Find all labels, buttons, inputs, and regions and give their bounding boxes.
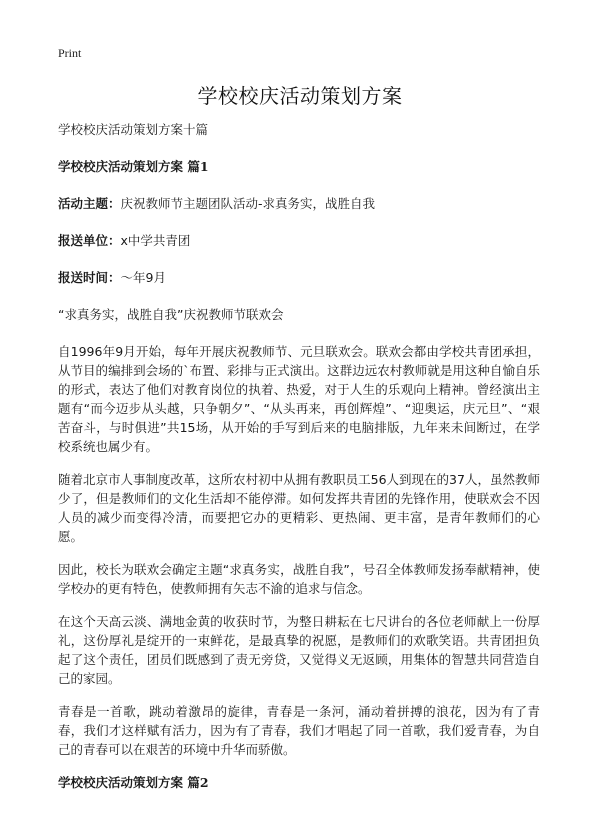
paragraph: 自1996年9月开始，每年开展庆祝教师节、元旦联欢会。联欢会都由学校共青团承担，从节目的编排到会场的`布置、彩排与正式演出。这群边远农村教师就是用这种自愉自乐的形式，表达了他们对教育岗位的执着、热爱，对于人生的乐观向上精神。曾经演出主题有“而今迈步从头越，只争朝夕”、“从头再来，再创辉煌”、“迎奥运，庆元旦”、“艰苦奋斗，与时俱进”共15场，从开始的手写到后来的电脑排版，九年来未间断过，在学校系统也属少有。 bbox=[58, 344, 540, 454]
field-value: x中学共青团 bbox=[120, 233, 191, 248]
document-body bbox=[58, 120, 540, 810]
section-heading-2: 学校校庆活动策划方案 篇2 bbox=[58, 775, 209, 790]
field-value: 庆祝教师节主题团队活动-求真务实，战胜自我 bbox=[120, 196, 376, 211]
document-title: 学校校庆活动策划方案 bbox=[197, 84, 403, 108]
field-value: ～年9月 bbox=[120, 270, 166, 285]
section-heading-1: 学校校庆活动策划方案 篇1 bbox=[58, 159, 209, 174]
paragraph: 因此，校长为联欢会确定主题“求真务实，战胜自我”，号召全体教师发扬奉献精神，使学校办的更有特色，使教师拥有矢志不渝的追求与信念。 bbox=[58, 562, 540, 596]
paragraph: 随着北京市人事制度改革，这所农村初中从拥有教职员工56人到现在的37人，虽然教师少了，但是教师们的文化生活却不能停滞。如何发挥共青团的先锋作用，使联欢会不因人员的减少而变得冷清，而要把它办的更精彩、更热闹、更丰富，是青年教师们的心愿。 bbox=[58, 472, 540, 544]
field-label: 活动主题： bbox=[58, 196, 121, 211]
field-unit bbox=[58, 231, 540, 250]
event-name: “求真务实，战胜自我”庆祝教师节联欢会 bbox=[58, 307, 284, 322]
paragraph: 青春是一首歌，跳动着激昂的旋律，青春是一条河，涌动着拼搏的浪花，因为有了青春，我们才这样赋有活力，因为有了青春，我们才唱起了同一首歌，我们爱青春，为自己的青春可以在艰苦的环境中升华而骄傲。 bbox=[58, 704, 540, 757]
paragraph: 在这个天高云淡、满地金黄的收获时节，为整日耕耘在七尺讲台的各位老师献上一份厚礼，这份厚礼是绽开的一束鲜花，是最真挚的祝愿，是教师们的欢歌笑语。共青团担负起了这个责任，团员们既感到了责无旁贷，又觉得义无返顾，用集体的智慧共同营造自己的家园。 bbox=[58, 614, 540, 686]
document-subtitle: 学校校庆活动策划方案十篇 bbox=[58, 122, 209, 137]
field-theme bbox=[58, 194, 540, 213]
field-date bbox=[58, 268, 540, 287]
field-label: 报送时间： bbox=[58, 270, 121, 285]
field-label: 报送单位： bbox=[58, 233, 121, 248]
print-link[interactable]: Print bbox=[58, 46, 82, 60]
